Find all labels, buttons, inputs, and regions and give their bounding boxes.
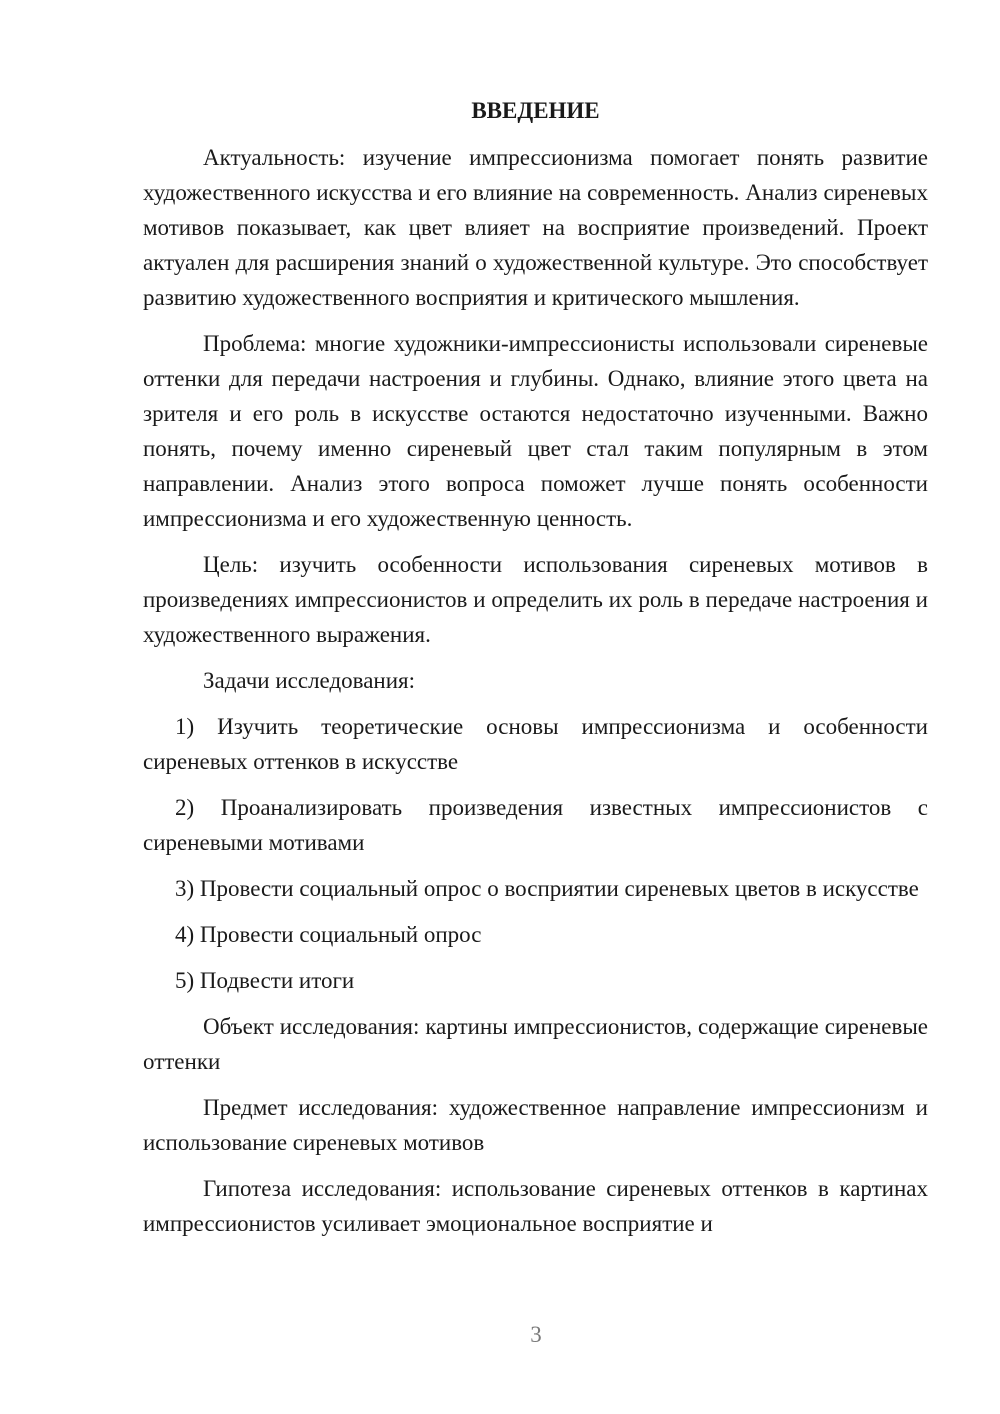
page-content: [143, 93, 928, 1252]
goal-paragraph: Цель: изучить особенности использования сиреневых мотивов в произведениях импрессионистов и определить их роль в передаче настроения и художественного выражения.: [143, 552, 928, 647]
relevance-paragraph: Актуальность: изучение импрессионизма помогает понять развитие художественного искусства и его влияние на современность. Анализ сиреневых мотивов показывает, как цвет влияет на восприятие произведений. Проект актуален для расширения знаний о художественной культуре. Это способствует развитию художественного восприятия и критического мышления.: [143, 145, 928, 310]
task-item: 4) Провести социальный опрос: [175, 922, 482, 947]
section-title: ВВЕДЕНИЕ: [471, 98, 600, 123]
task-item: 3) Провести социальный опрос о восприятии сиреневых цветов в искусстве: [175, 876, 919, 901]
subject-paragraph: Предмет исследования: художественное направление импрессионизм и использование сиреневых мотивов: [143, 1095, 928, 1155]
hypothesis-paragraph: Гипотеза исследования: использование сиреневых оттенков в картинах импрессионистов усиливает эмоциональное восприятие и: [143, 1176, 928, 1236]
object-paragraph: Объект исследования: картины импрессионистов, содержащие сиреневые оттенки: [143, 1014, 928, 1074]
problem-paragraph: Проблема: многие художники-импрессионисты использовали сиреневые оттенки для передачи настроения и глубины. Однако, влияние этого цвета на зрителя и его роль в искусстве остаются недостаточно изученными. Важно понять, почему именно сиреневый цвет стал таким популярным в этом направлении. Анализ этого вопроса поможет лучше понять особенности импрессионизма и его художественную ценность.: [143, 331, 928, 531]
page-number: 3: [530, 1322, 542, 1347]
tasks-heading: Задачи исследования:: [203, 668, 416, 693]
task-item: 2) Проанализировать произведения известных импрессионистов с сиреневыми мотивами: [143, 795, 928, 855]
task-item: 5) Подвести итоги: [175, 968, 355, 993]
task-item: 1) Изучить теоретические основы импрессионизма и особенности сиреневых оттенков в искусстве: [143, 714, 928, 774]
